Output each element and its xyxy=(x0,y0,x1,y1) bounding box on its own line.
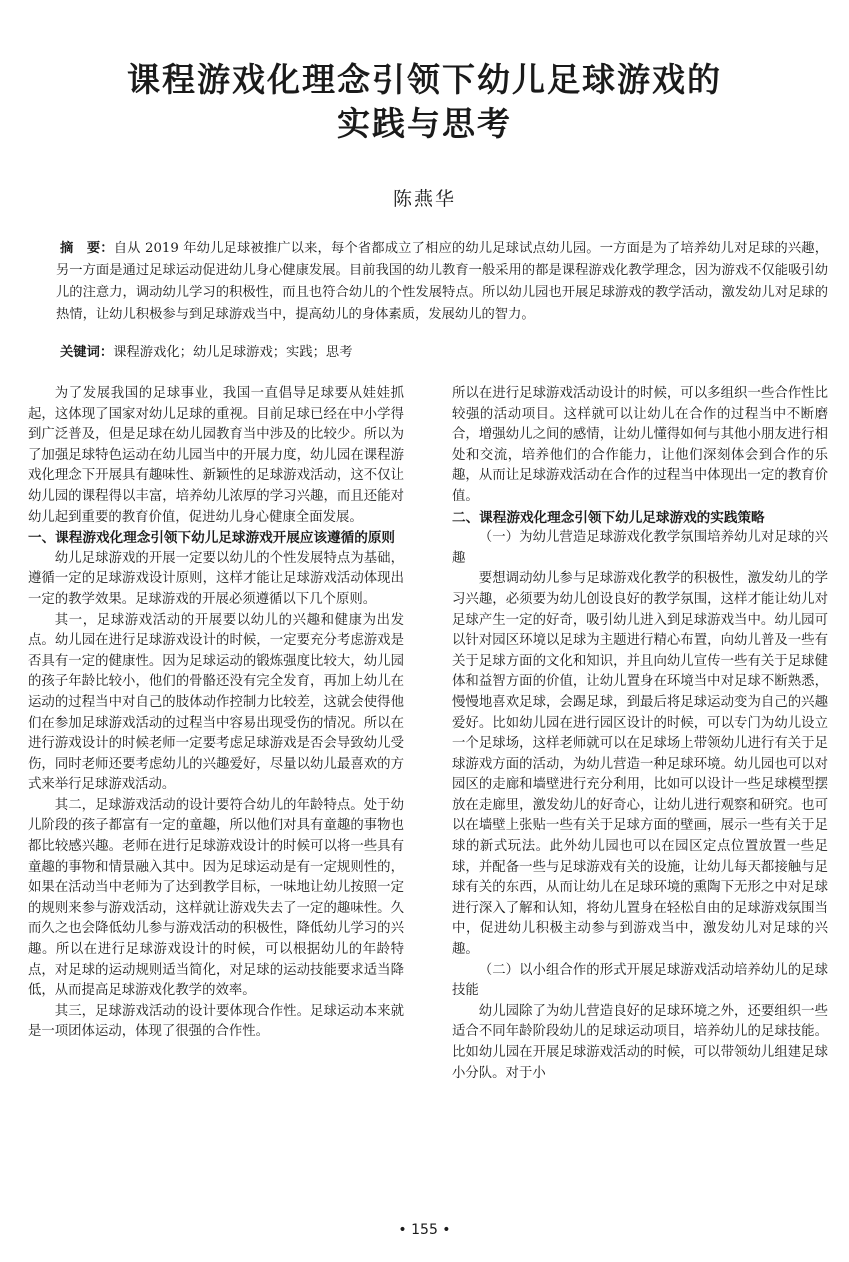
section-heading: 一、课程游戏化理念引领下幼儿足球游戏开展应该遵循的原则 xyxy=(28,530,396,547)
body-paragraph: 为了发展我国的足球事业，我国一直倡导足球要从娃娃抓起，这体现了国家对幼儿足球的重视。目前足球已经在中小学得到广泛普及，但是足球在幼儿园教育当中涉及的比较少。所以为了加强足球特色运动在幼儿园当中的开展力度，幼儿园在课程游戏化理念下开展具有趣味性、新颖性的足球游戏活动，这不仅让幼儿园的课程得以丰富，培养幼儿浓厚的学习兴趣，而且还能对幼儿起到重要的教育价值，促进幼儿身心健康全面发展。 xyxy=(28,386,404,525)
body-column-right xyxy=(452,384,828,1084)
section-heading: 二、课程游戏化理念引领下幼儿足球游戏的实践策略 xyxy=(452,509,765,526)
abstract xyxy=(56,238,828,326)
article-title xyxy=(20,58,829,146)
title-line-1: 课程游戏化理念引领下幼儿足球游戏的 xyxy=(127,60,722,99)
abstract-label: 摘 要： xyxy=(60,241,114,256)
body-paragraph: 其一，足球游戏活动的开展要以幼儿的兴趣和健康为出发点。幼儿园在进行足球游戏设计的时候，一定要充分考虑游戏是否具有一定的健康性。因为足球运动的锻炼强度比较大，幼儿园的孩子年龄比较小，他们的骨骼还没有完全发育，再加上幼儿在运动的过程当中对自己的肢体动作控制力比较差，这就会使得他们在参加足球游戏活动的过程当中容易出现受伤的情况。所以在进行游戏设计的时候老师一定要考虑足球游戏是否会导致幼儿受伤，同时老师还要考虑幼儿的兴趣爱好，尽量以幼儿最喜欢的方式来举行足球游戏活动。 xyxy=(28,612,404,793)
body-paragraph: 要想调动幼儿参与足球游戏化教学的积极性，激发幼儿的学习兴趣，必须要为幼儿创设良好的教学氛围，这样才能让幼儿对足球产生一定的好奇，吸引幼儿进入到足球游戏当中。幼儿园可以针对园区环境以足球为主题进行精心布置，向幼儿普及一些有关于足球方面的文化和知识，并且向幼儿宣传一些有关于足球健体和益智方面的价值，让幼儿置身在环境当中对足球不断熟悉，慢慢地喜欢足球，会踢足球，到最后将足球运动变为自己的兴趣爱好。比如幼儿园在进行园区设计的时候，可以专门为幼儿设立一个足球场，这样老师就可以在足球场上带领幼儿进行有关于足球游戏方面的活动，为幼儿营造一种足球环境。幼儿园也可以对园区的走廊和墙壁进行充分利用，比如可以设计一些足球模型摆放在走廊里，激发幼儿的好奇心，让幼儿进行观察和研究。也可以在墙壁上张贴一些有关于足球方面的壁画，展示一些有关于足球的新式玩法。此外幼儿园也可以在园区定点位置放置一些足球，并配备一些与足球游戏有关的设施，让幼儿每天都接触与足球有关的东西，从而让幼儿在足球环境的熏陶下无形之中对足球进行深入了解和认知，将幼儿置身在轻松自由的足球游戏氛围当中，促进幼儿积极主动参与到游戏当中，激发幼儿对足球的兴趣。 xyxy=(452,571,828,958)
title-line-2: 实践与思考 xyxy=(337,104,512,143)
body-paragraph: 其三，足球游戏活动的设计要体现合作性。足球运动本来就是一项团体运动，体现了很强的合作性。 xyxy=(28,1003,404,1040)
body-paragraph: 幼儿足球游戏的开展一定要以幼儿的个性发展特点为基础，遵循一定的足球游戏设计原则，这样才能让足球游戏活动体现出一定的教学效果。足球游戏的开展必须遵循以下几个原则。 xyxy=(28,550,404,607)
keywords-label: 关键词： xyxy=(60,345,114,360)
keywords-text: 课程游戏化；幼儿足球游戏；实践；思考 xyxy=(113,345,353,360)
body-column-left xyxy=(28,384,404,1043)
subsection-heading: （一）为幼儿营造足球游戏化教学氛围培养幼儿对足球的兴趣 xyxy=(452,530,828,566)
body-paragraph: 其二，足球游戏活动的设计要符合幼儿的年龄特点。处于幼儿阶段的孩子都富有一定的童趣，所以他们对具有童趣的事物也都比较感兴趣。老师在进行足球游戏设计的时候可以将一些具有童趣的事物和情景融入其中。因为足球运动是有一定规则性的，如果在活动当中老师为了达到教学目标，一味地让幼儿按照一定的规则来参与游戏活动，这样就让游戏失去了一定的趣味性。久而久之也会降低幼儿参与游戏活动的积极性，降低幼儿学习的兴趣。所以在进行足球游戏设计的时候，可以根据幼儿的年龄特点，对足球的运动规则适当简化，对足球的运动技能要求适当降低，从而提高足球游戏化教学的效率。 xyxy=(28,797,404,999)
page-number: • 155 • xyxy=(398,1222,451,1238)
body-paragraph: 所以在进行足球游戏活动设计的时候，可以多组织一些合作性比较强的活动项目。这样就可以让幼儿在合作的过程当中不断磨合，增强幼儿之间的感情，让幼儿懂得如何与其他小朋友进行相处和交流，培养他们的合作能力，让他们深刻体会到合作的乐趣，从而让足球游戏活动在合作的过程当中体现出一定的教育价值。 xyxy=(452,386,828,504)
abstract-text: 自从 2019 年幼儿足球被推广以来，每个省都成立了相应的幼儿足球试点幼儿园。一方面是为了培养幼儿对足球的兴趣，另一方面是通过足球运动促进幼儿身心健康发展。目前我国的幼儿教育一般采用的都是课程游戏化教学理念，因为游戏不仅能吸引幼儿的注意力，调动幼儿学习的积极性，而且也符合幼儿的个性发展特点。所以幼儿园也开展足球游戏的教学活动，激发幼儿对足球的热情，让幼儿积极参与到足球游戏当中，提高幼儿的身体素质，发展幼儿的智力。 xyxy=(56,241,828,322)
subsection-heading: （二）以小组合作的形式开展足球游戏活动培养幼儿的足球技能 xyxy=(452,962,828,999)
body-paragraph: 幼儿园除了为幼儿营造良好的足球环境之外，还要组织一些适合不同年龄阶段幼儿的足球运动项目，培养幼儿的足球技能。比如幼儿园在开展足球游戏活动的时候，可以带领幼儿组建足球小分队。对于小 xyxy=(452,1003,828,1081)
keywords xyxy=(56,342,828,364)
author-name: 陈燕华 xyxy=(392,188,456,210)
